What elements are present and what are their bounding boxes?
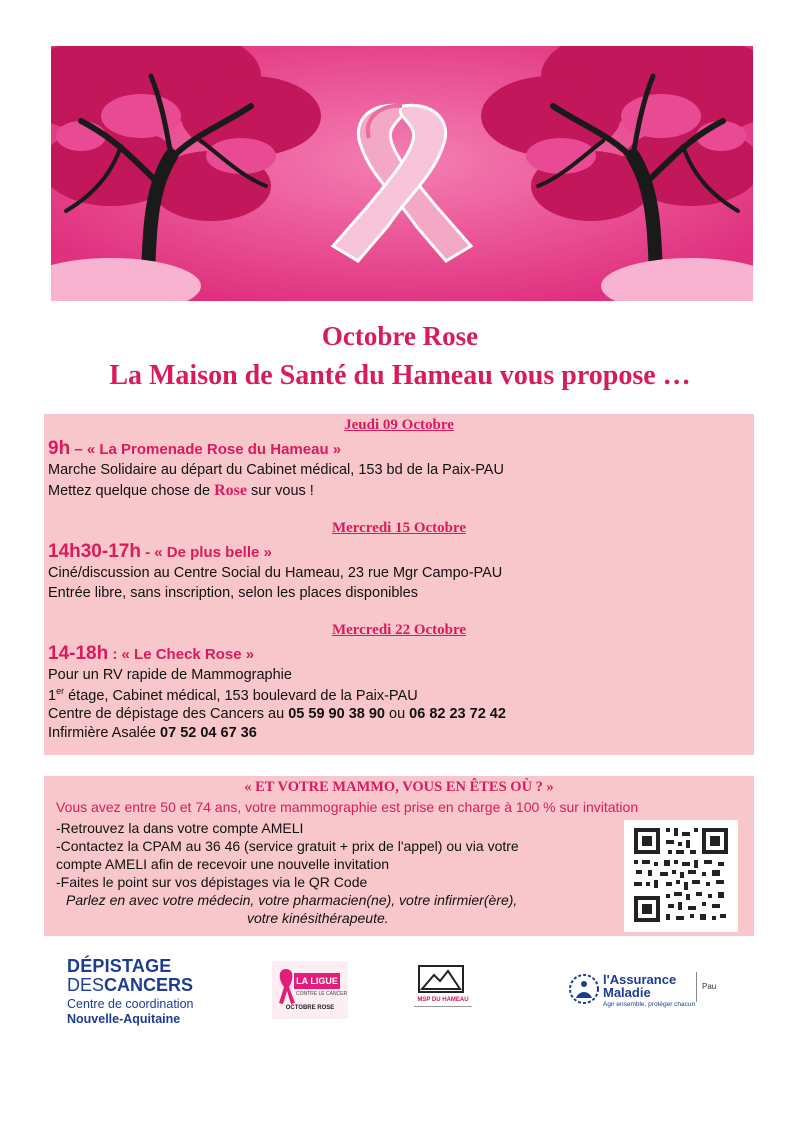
floor-number: 1 — [48, 687, 57, 704]
logo-text: DES — [67, 975, 105, 995]
logo-text: Pau — [702, 982, 717, 991]
event-title: « Le Check Rose » — [121, 646, 255, 663]
event-detail: Marche Solidaire au départ du Cabinet médical, 153 bd de la Paix-PAU — [48, 462, 504, 478]
event-detail-text: Mettez quelque chose de — [48, 483, 215, 499]
event-detail-text: Infirmière Asalée — [48, 725, 161, 741]
event-time: 14-18h — [48, 643, 109, 664]
event-day-heading: Mercredi 15 Octobre — [331, 520, 467, 536]
event-detail — [48, 725, 257, 741]
logo-text: OCTOBRE ROSE — [285, 1005, 335, 1011]
event-detail — [48, 706, 506, 722]
event-time: 14h30-17h — [48, 541, 141, 562]
mammo-title: « ET VOTRE MAMMO, VOUS EN ÊTES OÙ ? » — [244, 779, 554, 795]
logo-text: MSP DU HAMEAU — [417, 997, 469, 1003]
banner-illustration — [51, 46, 753, 301]
event-time: 9h — [48, 438, 71, 459]
event-detail-text: sur vous ! — [246, 483, 314, 499]
mammo-box — [44, 776, 754, 936]
event-separator: : — [108, 646, 122, 663]
page-subtitle: La Maison de Santé du Hameau vous propose … — [109, 360, 691, 391]
event-day-heading: Mercredi 22 Octobre — [331, 622, 467, 638]
event-detail-text: ou — [384, 706, 410, 722]
ligue-contre-cancer-logo — [272, 961, 348, 1019]
event-detail — [48, 482, 314, 500]
pink-ribbon-icon — [276, 967, 296, 1005]
logo-text: CONTRE LE CANCER — [296, 991, 348, 997]
event-detail — [48, 686, 418, 704]
phone-number: 07 52 04 67 36 — [160, 725, 257, 741]
event-heading — [48, 541, 272, 563]
msp-hameau-logo — [412, 965, 474, 1017]
qr-code-icon[interactable] — [624, 820, 738, 932]
event-title: « La Promenade Rose du Hameau » — [86, 441, 342, 458]
event-separator: – — [70, 441, 87, 458]
event-title: « De plus belle » — [154, 544, 272, 561]
phone-number: 06 82 23 72 42 — [409, 706, 506, 722]
event-heading — [48, 438, 341, 460]
pink-ribbon-trees-illustration — [51, 46, 753, 301]
rose-word: Rose — [214, 482, 247, 499]
mountain-icon — [418, 965, 464, 993]
event-separator: - — [140, 544, 155, 561]
logo-text: Nouvelle-Aquitaine — [67, 1012, 181, 1026]
logo-text: l'Assurance — [603, 972, 677, 987]
event-detail: Ciné/discussion au Centre Social du Hameau, 23 rue Mgr Campo-PAU — [48, 565, 503, 581]
mammo-advice: votre kinésithérapeute. — [247, 910, 389, 926]
depistage-cancers-logo — [67, 957, 217, 1027]
logo-text: Agir ensemble, protéger chacun — [603, 1001, 696, 1008]
logo-text — [67, 976, 217, 996]
floor-suffix: er — [56, 686, 65, 696]
event-detail-text: Centre de dépistage des Cancers au — [48, 706, 289, 722]
mammo-line: -Faites le point sur vos dépistages via le QR Code — [56, 874, 368, 890]
events-box — [44, 414, 754, 755]
mammo-line: compte AMELI afin de recevoir une nouvelle invitation — [56, 856, 390, 872]
logo-text: Centre de coordination — [67, 997, 194, 1011]
mammo-advice: Parlez en avec votre médecin, votre pharmacien(ne), votre infirmier(ère), — [66, 892, 518, 908]
event-detail: Pour un RV rapide de Mammographie — [48, 667, 292, 683]
logo-text: DÉPISTAGE — [67, 956, 172, 976]
mammo-line: -Retrouvez la dans votre compte AMELI — [56, 820, 304, 836]
phone-number: 05 59 90 38 90 — [288, 706, 385, 722]
mammo-subtitle: Vous avez entre 50 et 74 ans, votre mammographie est prise en charge à 100 % sur invitation — [56, 799, 639, 815]
assurance-maladie-logo — [565, 970, 735, 1014]
event-detail: Entrée libre, sans inscription, selon les places disponibles — [48, 585, 418, 601]
mammo-line: -Contactez la CPAM au 36 46 (service gratuit + prix de l'appel) ou via votre — [56, 838, 519, 854]
event-detail-text: étage, Cabinet médical, 153 boulevard de la Paix-PAU — [64, 687, 418, 704]
logo-text: Maladie — [603, 985, 651, 1000]
assurance-maladie-icon — [567, 972, 601, 1006]
logo-divider — [414, 1006, 472, 1010]
logo-text: CANCERS — [104, 975, 194, 995]
page-title: Octobre Rose — [321, 321, 479, 351]
event-heading — [48, 643, 254, 665]
logo-text: LA LIGUE — [294, 973, 340, 989]
logo-divider — [696, 972, 697, 1002]
event-day-heading: Jeudi 09 Octobre — [344, 417, 454, 433]
